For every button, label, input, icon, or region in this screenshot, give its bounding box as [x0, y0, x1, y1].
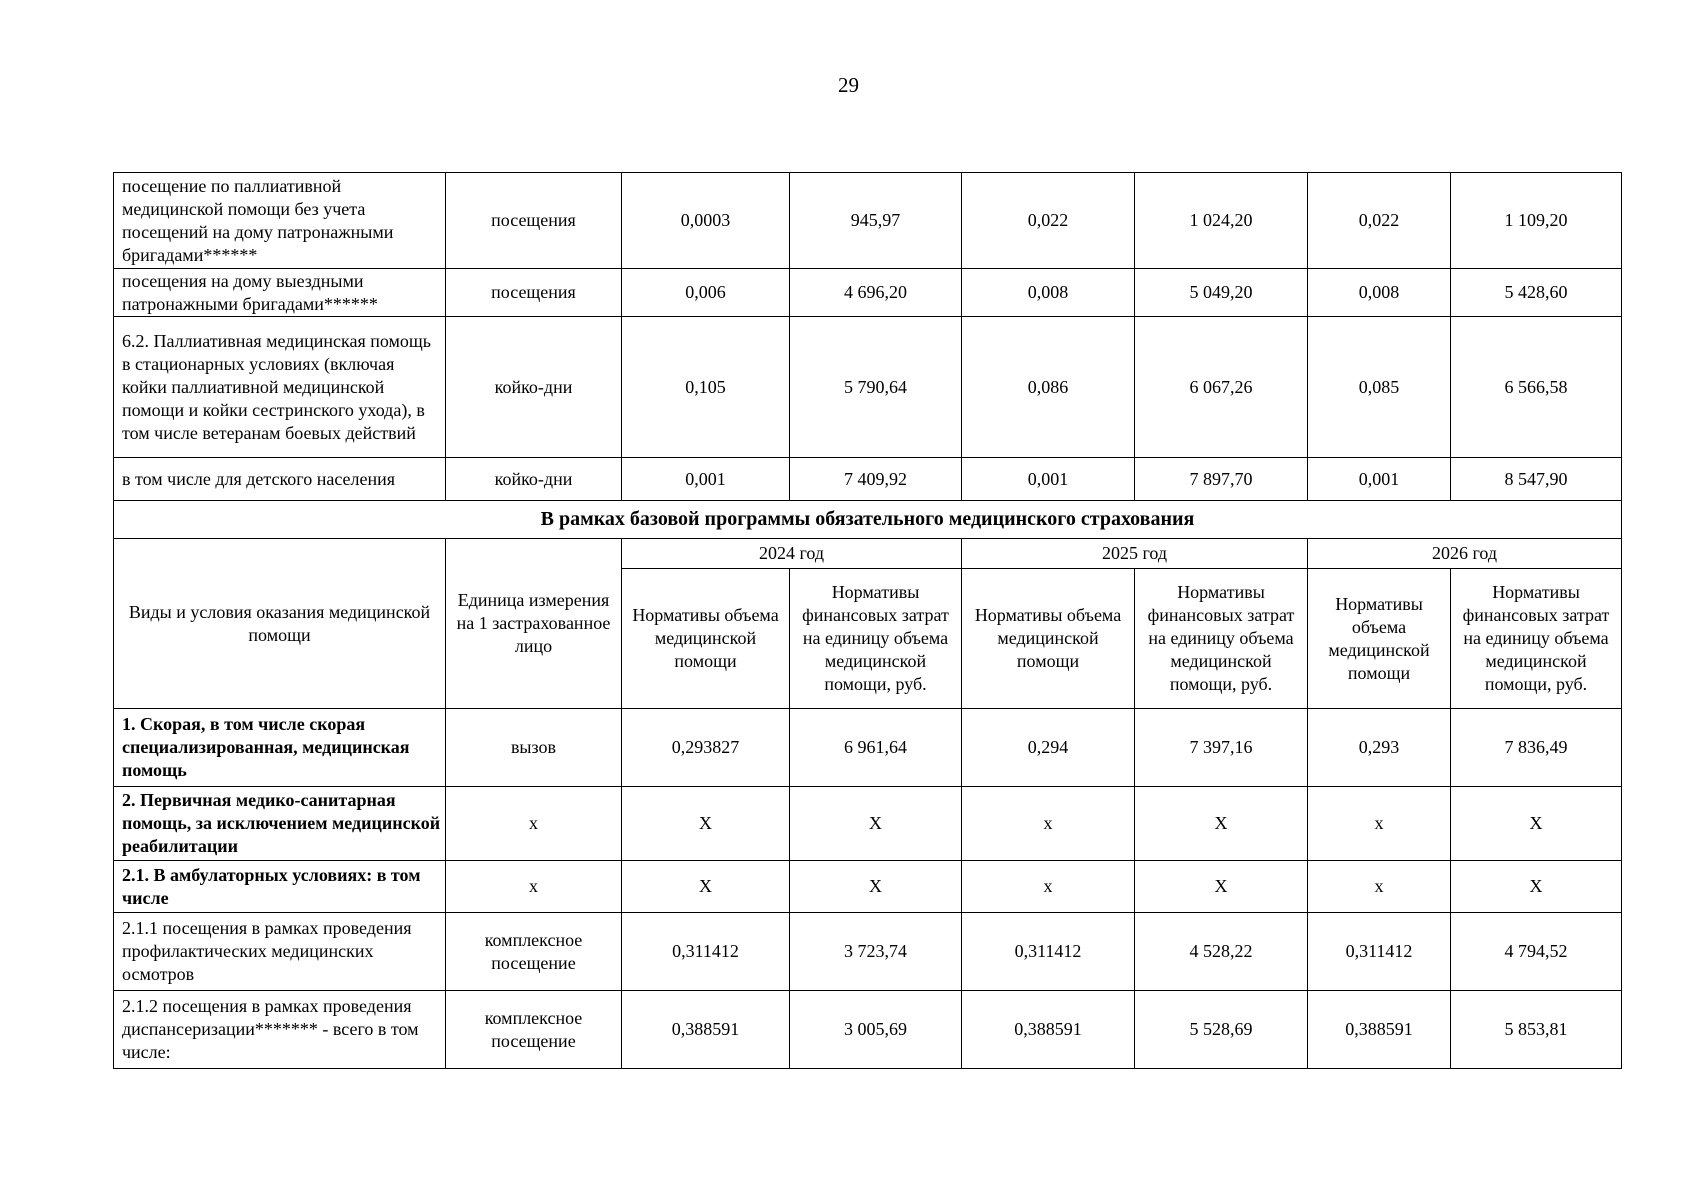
unit-cell: комплексное посещение: [446, 991, 622, 1069]
value-cell: Х: [622, 787, 790, 861]
value-cell: 0,022: [1308, 173, 1451, 269]
value-cell: 7 409,92: [790, 458, 962, 501]
value-cell: 7 397,16: [1135, 709, 1308, 787]
header-volume: Нормативы объема медицинской помощи: [962, 569, 1135, 709]
unit-cell: посещения: [446, 173, 622, 269]
value-cell: 1 109,20: [1451, 173, 1622, 269]
value-cell: 5 528,69: [1135, 991, 1308, 1069]
value-cell: 3 723,74: [790, 913, 962, 991]
header-cost: Нормативы финансовых затрат на единицу объема медицинской помощи, руб.: [1451, 569, 1622, 709]
value-cell: Х: [790, 787, 962, 861]
value-cell: 0,311412: [962, 913, 1135, 991]
value-cell: Х: [1451, 861, 1622, 913]
value-cell: 5 853,81: [1451, 991, 1622, 1069]
unit-cell: х: [446, 861, 622, 913]
lower-rows: [114, 709, 1622, 1069]
value-cell: 0,105: [622, 317, 790, 458]
value-cell: 0,388591: [962, 991, 1135, 1069]
row-label: посещение по паллиативной медицинской помощи без учета посещений на дому патронажными бригадами******: [114, 173, 446, 269]
unit-cell: койко-дни: [446, 317, 622, 458]
unit-cell: комплексное посещение: [446, 913, 622, 991]
row-label: 1. Скорая, в том числе скорая специализированная, медицинская помощь: [114, 709, 446, 787]
row-label: в том числе для детского населения: [114, 458, 446, 501]
unit-cell: посещения: [446, 269, 622, 317]
table-row: [114, 458, 1622, 501]
value-cell: 0,293: [1308, 709, 1451, 787]
header-unit: Единица измерения на 1 застрахованное лицо: [446, 539, 622, 709]
section-title: В рамках базовой программы обязательного медицинского страхования: [114, 501, 1622, 539]
value-cell: х: [962, 787, 1135, 861]
unit-cell: койко-дни: [446, 458, 622, 501]
header-volume: Нормативы объема медицинской помощи: [1308, 569, 1451, 709]
value-cell: 0,022: [962, 173, 1135, 269]
value-cell: 0,001: [962, 458, 1135, 501]
header-year: 2024 год: [622, 539, 962, 569]
value-cell: 0,008: [1308, 269, 1451, 317]
value-cell: 3 005,69: [790, 991, 962, 1069]
header-kind: Виды и условия оказания медицинской помощи: [114, 539, 446, 709]
value-cell: Х: [790, 861, 962, 913]
table-row: [114, 913, 1622, 991]
header-volume: Нормативы объема медицинской помощи: [622, 569, 790, 709]
value-cell: 0,0003: [622, 173, 790, 269]
header-cost: Нормативы финансовых затрат на единицу объема медицинской помощи, руб.: [1135, 569, 1308, 709]
unit-cell: х: [446, 787, 622, 861]
value-cell: х: [962, 861, 1135, 913]
value-cell: 0,311412: [1308, 913, 1451, 991]
value-cell: 0,388591: [1308, 991, 1451, 1069]
header-row-years: [114, 539, 1622, 569]
table-row: [114, 709, 1622, 787]
value-cell: 6 961,64: [790, 709, 962, 787]
value-cell: 0,085: [1308, 317, 1451, 458]
upper-rows: [114, 173, 1622, 501]
row-label: 2. Первичная медико-санитарная помощь, за исключением медицинской реабилитации: [114, 787, 446, 861]
unit-cell: вызов: [446, 709, 622, 787]
value-cell: 5 428,60: [1451, 269, 1622, 317]
value-cell: 4 794,52: [1451, 913, 1622, 991]
value-cell: 6 566,58: [1451, 317, 1622, 458]
header-cost: Нормативы финансовых затрат на единицу объема медицинской помощи, руб.: [790, 569, 962, 709]
value-cell: 0,086: [962, 317, 1135, 458]
header-year: 2026 год: [1308, 539, 1622, 569]
header-year: 2025 год: [962, 539, 1308, 569]
section-row: [114, 501, 1622, 539]
value-cell: 7 836,49: [1451, 709, 1622, 787]
value-cell: 0,294: [962, 709, 1135, 787]
value-cell: 0,311412: [622, 913, 790, 991]
value-cell: 0,001: [622, 458, 790, 501]
value-cell: 0,006: [622, 269, 790, 317]
value-cell: 0,388591: [622, 991, 790, 1069]
row-label: 2.1.2 посещения в рамках проведения диспансеризации******* - всего в том числе:: [114, 991, 446, 1069]
value-cell: 0,001: [1308, 458, 1451, 501]
value-cell: Х: [1135, 861, 1308, 913]
row-label: посещения на дому выездными патронажными бригадами******: [114, 269, 446, 317]
value-cell: 6 067,26: [1135, 317, 1308, 458]
table-row: [114, 269, 1622, 317]
table-row: [114, 861, 1622, 913]
value-cell: 8 547,90: [1451, 458, 1622, 501]
value-cell: х: [1308, 787, 1451, 861]
row-label: 6.2. Паллиативная медицинская помощь в стационарных условиях (включая койки паллиативной медицинской помощи и койки сестринского ухода), в том числе ветеранам боевых действий: [114, 317, 446, 458]
value-cell: 5 790,64: [790, 317, 962, 458]
value-cell: х: [1308, 861, 1451, 913]
value-cell: 4 528,22: [1135, 913, 1308, 991]
table-row: [114, 787, 1622, 861]
value-cell: 5 049,20: [1135, 269, 1308, 317]
value-cell: 4 696,20: [790, 269, 962, 317]
page-number: 29: [838, 73, 859, 97]
value-cell: 7 897,70: [1135, 458, 1308, 501]
value-cell: Х: [1135, 787, 1308, 861]
row-label: 2.1.1 посещения в рамках проведения профилактических медицинских осмотров: [114, 913, 446, 991]
value-cell: 945,97: [790, 173, 962, 269]
table-row: [114, 317, 1622, 458]
section-block: [114, 501, 1622, 709]
value-cell: Х: [622, 861, 790, 913]
value-cell: 0,293827: [622, 709, 790, 787]
norms-table: [113, 172, 1622, 1069]
table-row: [114, 991, 1622, 1069]
row-label: 2.1. В амбулаторных условиях: в том числе: [114, 861, 446, 913]
value-cell: Х: [1451, 787, 1622, 861]
table-row: [114, 173, 1622, 269]
value-cell: 0,008: [962, 269, 1135, 317]
value-cell: 1 024,20: [1135, 173, 1308, 269]
